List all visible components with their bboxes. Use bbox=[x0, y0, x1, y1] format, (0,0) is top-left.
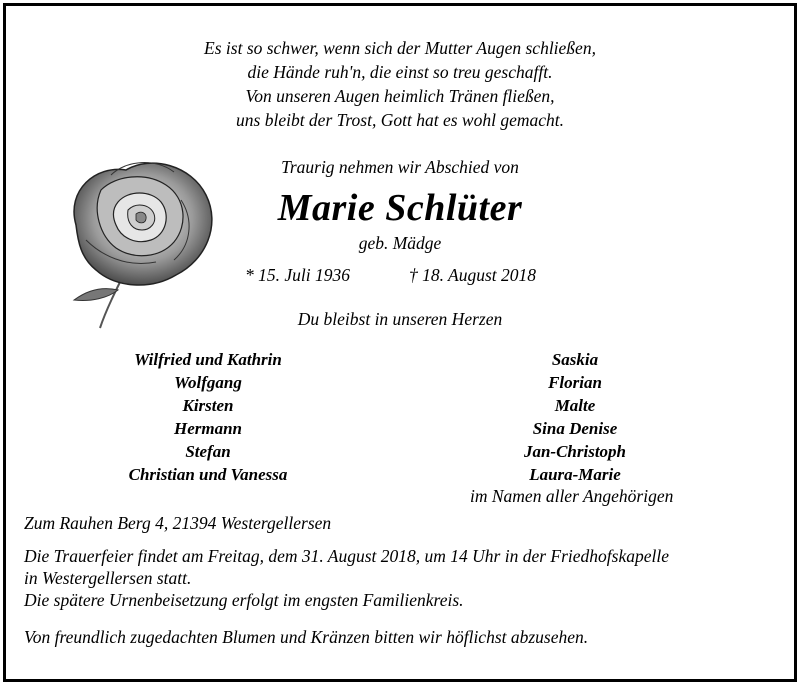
mourner: Kirsten bbox=[182, 396, 234, 415]
birth-date: * 15. Juli 1936 bbox=[245, 265, 350, 285]
poem-line-4: uns bleibt der Trost, Gott hat es wohl gemacht. bbox=[236, 110, 564, 130]
mourners-left bbox=[108, 348, 308, 486]
death-date: † 18. August 2018 bbox=[409, 265, 537, 285]
mourner: Wolfgang bbox=[174, 373, 242, 392]
address: Zum Rauhen Berg 4, 21394 Westergellersen bbox=[24, 513, 332, 533]
birth-name: geb. Mädge bbox=[358, 233, 442, 253]
mourner: Saskia bbox=[551, 350, 599, 369]
poem bbox=[0, 36, 800, 132]
flowers-note: Von freundlich zugedachten Blumen und Kränzen bitten wir höflichst abzusehen. bbox=[24, 627, 589, 647]
mourner: Hermann bbox=[173, 419, 243, 438]
mourner: Jan-Christoph bbox=[523, 442, 627, 461]
poem-line-3: Von unseren Augen heimlich Tränen fließen, bbox=[245, 86, 555, 106]
motto: Du bleibst in unseren Herzen bbox=[297, 309, 503, 329]
mourner: Stefan bbox=[185, 442, 231, 461]
mourner: Malte bbox=[554, 396, 596, 415]
deceased-name: Marie Schlüter bbox=[277, 187, 523, 229]
mourner: Christian und Vanessa bbox=[128, 465, 288, 484]
intro-text: Traurig nehmen wir Abschied von bbox=[281, 157, 519, 177]
funeral-info bbox=[24, 545, 669, 611]
funeral-line-3: Die spätere Urnenbeisetzung erfolgt im engsten Familienkreis. bbox=[24, 590, 464, 610]
poem-line-1: Es ist so schwer, wenn sich der Mutter Augen schließen, bbox=[204, 38, 596, 58]
mourners-right bbox=[500, 348, 650, 486]
mourner: Florian bbox=[548, 373, 602, 392]
funeral-line-2: in Westergellersen statt. bbox=[24, 568, 192, 588]
mourner: Wilfried und Kathrin bbox=[134, 350, 282, 369]
funeral-line-1: Die Trauerfeier findet am Freitag, dem 31. August 2018, um 14 Uhr in der Friedhofskapelle bbox=[24, 546, 670, 566]
mourner: Laura-Marie bbox=[529, 465, 621, 484]
poem-line-2: die Hände ruh'n, die einst so treu geschafft. bbox=[247, 62, 553, 82]
mourner: Sina Denise bbox=[532, 419, 618, 438]
on-behalf-text: im Namen aller Angehörigen bbox=[470, 486, 674, 506]
